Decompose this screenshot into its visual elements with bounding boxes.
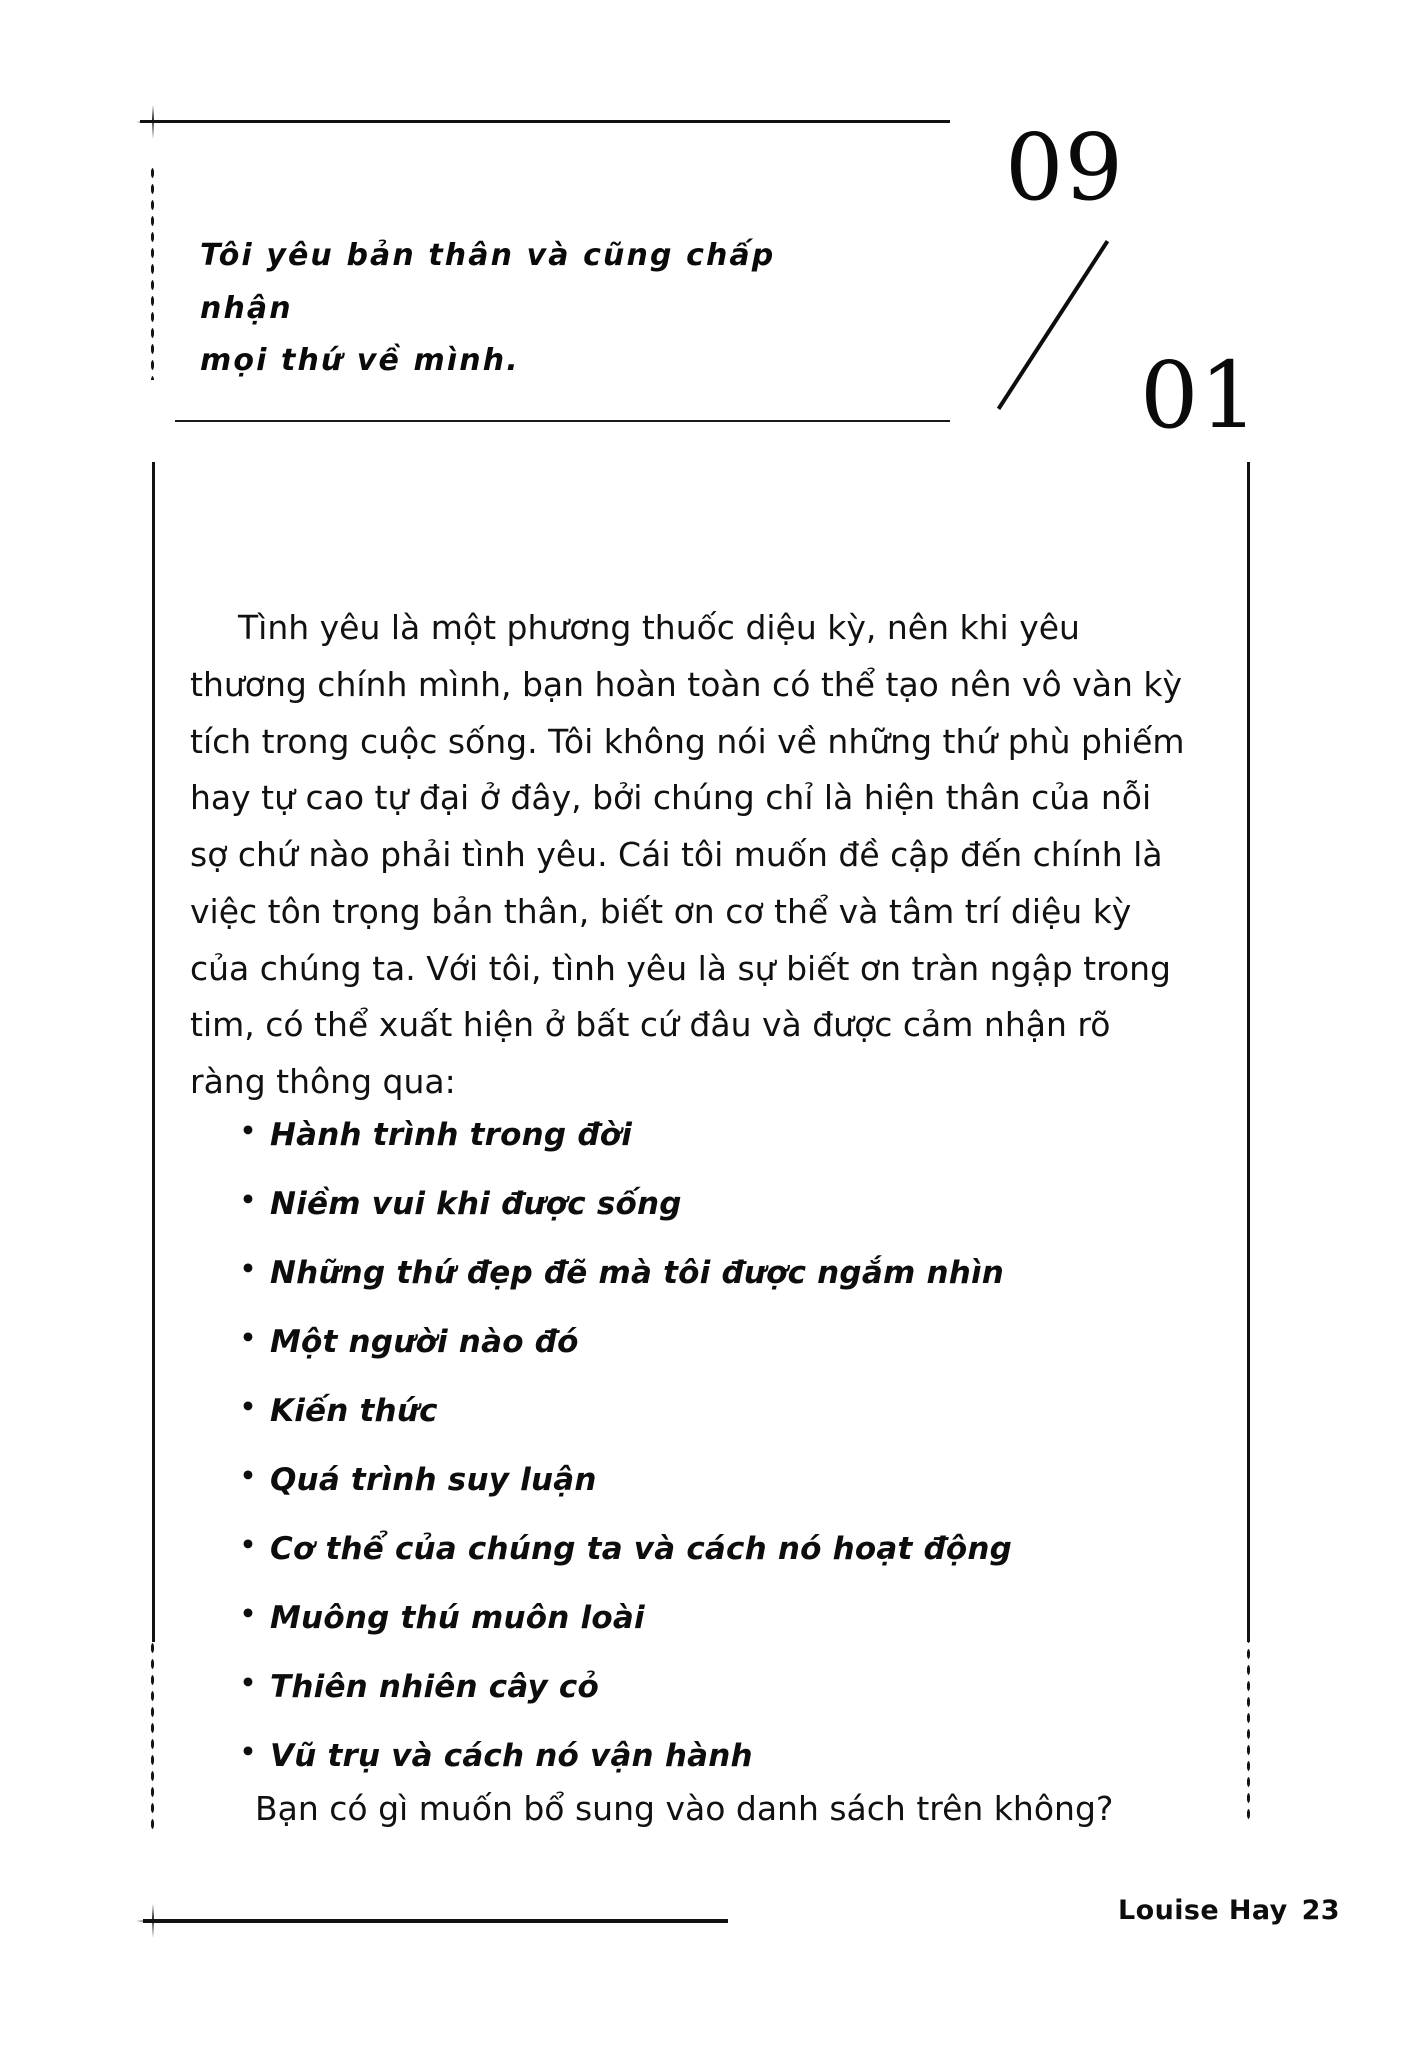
header-top-rule [140,120,950,123]
list-item: • Một người nào đó [240,1327,1220,1358]
list-item: • Những thứ đẹp đẽ mà tôi được ngắm nhìn [240,1258,1220,1289]
footer-page-number: 23 [1301,1895,1340,1926]
love-sources-list [240,1117,1220,1810]
paragraph-text: Tình yêu là một phương thuốc diệu kỳ, nên khi yêu thương chính mình, bạn hoàn toàn có thể tạo nên vô vàn kỳ tích trong cuộc sống. Tôi không nói về những thứ phù phiếm hay tự cao tự đại ở đây, bởi chúng chỉ là hiện thân của nỗi sợ chứ nào phải tình yêu. Cái tôi muốn đề cập đến chính là việc tôn trọng bản thân, biết ơn cơ thể và tâm trí diệu kỳ của chúng ta. Với tôi, tình yêu là sự biết ơn tràn ngập trong tim, có thể xuất hiện ở bất cứ đâu và được cảm nhận rõ ràng thông qua: [190,608,1185,1101]
content-frame-left-line [152,462,155,1642]
list-item: • Kiến thức [240,1396,1220,1427]
body-paragraph [190,600,1190,1111]
list-item: • Hành trình trong đời [240,1120,1220,1151]
chapter-number-bottom: 01 [1140,342,1260,449]
dotted-guide-right-bottom [1246,1630,1251,1820]
affirmation-line-1: Tôi yêu bản thân và cũng chấp nhận [200,238,776,326]
dotted-guide-left-top [150,165,155,380]
content-frame-right-line [1247,462,1250,1642]
footer-author: Louise Hay [1118,1895,1288,1926]
list-item: • Quá trình suy luận [240,1465,1220,1496]
list-item: • Cơ thể của chúng ta và cách nó hoạt động [240,1534,1220,1565]
affirmation-line-2: mọi thứ về mình. [200,343,520,378]
list-item: • Vũ trụ và cách nó vận hành [240,1741,1220,1772]
list-item: • Muông thú muôn loài [240,1603,1220,1634]
list-item: • Thiên nhiên cây cỏ [240,1672,1220,1703]
header-bottom-rule [175,420,950,422]
chapter-number-slash [997,240,1109,410]
closing-question: Bạn có gì muốn bổ sung vào danh sách trên không? [255,1789,1114,1828]
chapter-number-top: 09 [1005,114,1125,221]
list-item: • Niềm vui khi được sống [240,1189,1220,1220]
footer-rule [143,1919,728,1923]
affirmation-heading [200,230,880,388]
footer [1118,1895,1340,1926]
dotted-guide-left-bottom [150,1640,155,1830]
